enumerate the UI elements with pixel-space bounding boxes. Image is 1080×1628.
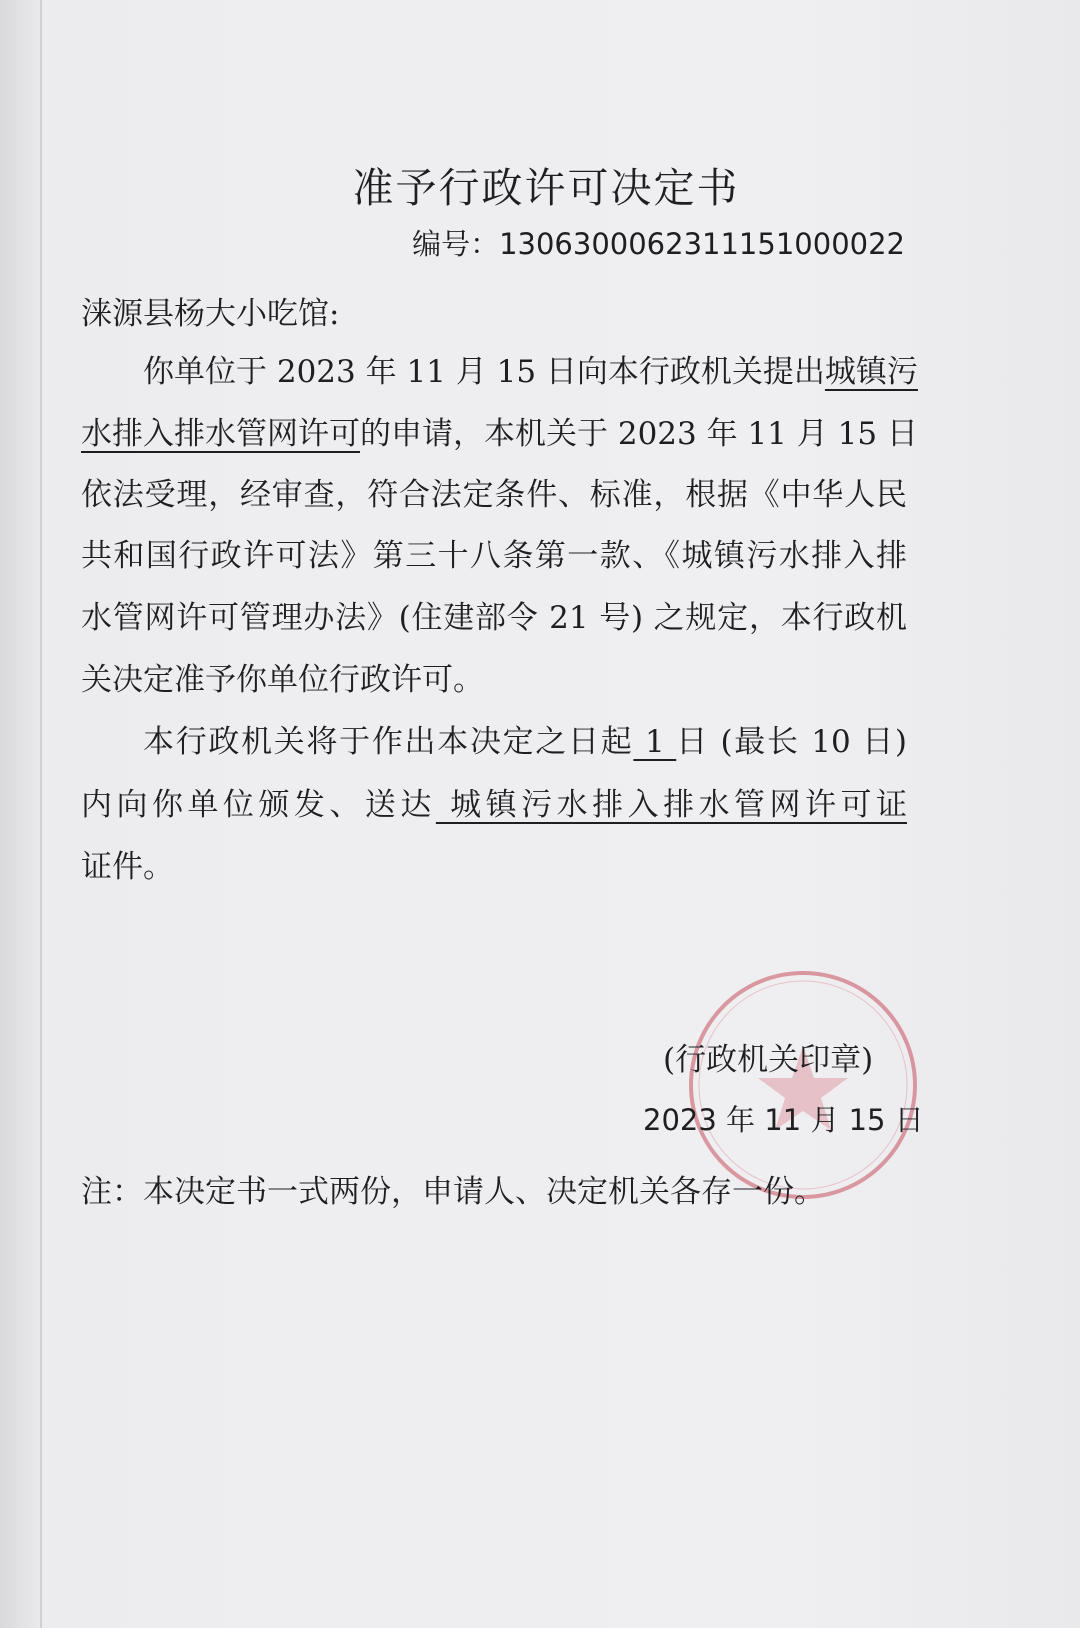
para1-line5: 水管网许可管理办法》(住建部令 21 号) 之规定，本行政机 [81, 600, 907, 636]
document-title: 准予行政许可决定书 [352, 164, 740, 212]
decision-date: 2023 年 11 月 15 日 [643, 1103, 924, 1137]
para1-line1 [143, 346, 918, 391]
para2-line3: 证件。 [81, 849, 174, 885]
para1-line2 [81, 408, 918, 453]
certificate-name: 城镇污水排入排水管网许可证 [435, 787, 907, 823]
para1-line3: 依法受理，经审查，符合法定条件、标准，根据《中华人民 [81, 477, 907, 513]
document-number [412, 222, 905, 263]
para1-line6: 关决定准予你单位行政许可。 [81, 662, 484, 698]
para1-line4: 共和国行政许可法》第三十八条第一款、《城镇污水排入排 [81, 538, 907, 574]
number-value: 1306300062311151000022 [499, 227, 905, 261]
permit-type-part2: 水排入排水管网许可 [81, 416, 360, 452]
recipient: 涞源县杨大小吃馆: [81, 296, 340, 332]
text: 本行政机关将于作出本决定之日起 [143, 724, 634, 760]
permit-type-part1: 城镇污 [824, 354, 918, 390]
para2-line2 [81, 779, 907, 824]
page-fold [40, 0, 42, 1628]
text: 你单位于 2023 年 11 月 15 日向本行政机关提出 [143, 354, 825, 390]
text: 内向你单位颁发、送达 [81, 787, 436, 823]
days-value: 1 [633, 724, 677, 760]
note: 注：本决定书一式两份，申请人、决定机关各存一份。 [81, 1174, 825, 1210]
text: 的申请，本机关于 2023 年 11 月 15 日 [360, 416, 918, 452]
seal-label: (行政机关印章) [663, 1042, 874, 1078]
para2-line1 [143, 716, 907, 761]
number-label: 编号： [412, 227, 500, 261]
text: 日 (最长 10 日) [676, 724, 908, 760]
